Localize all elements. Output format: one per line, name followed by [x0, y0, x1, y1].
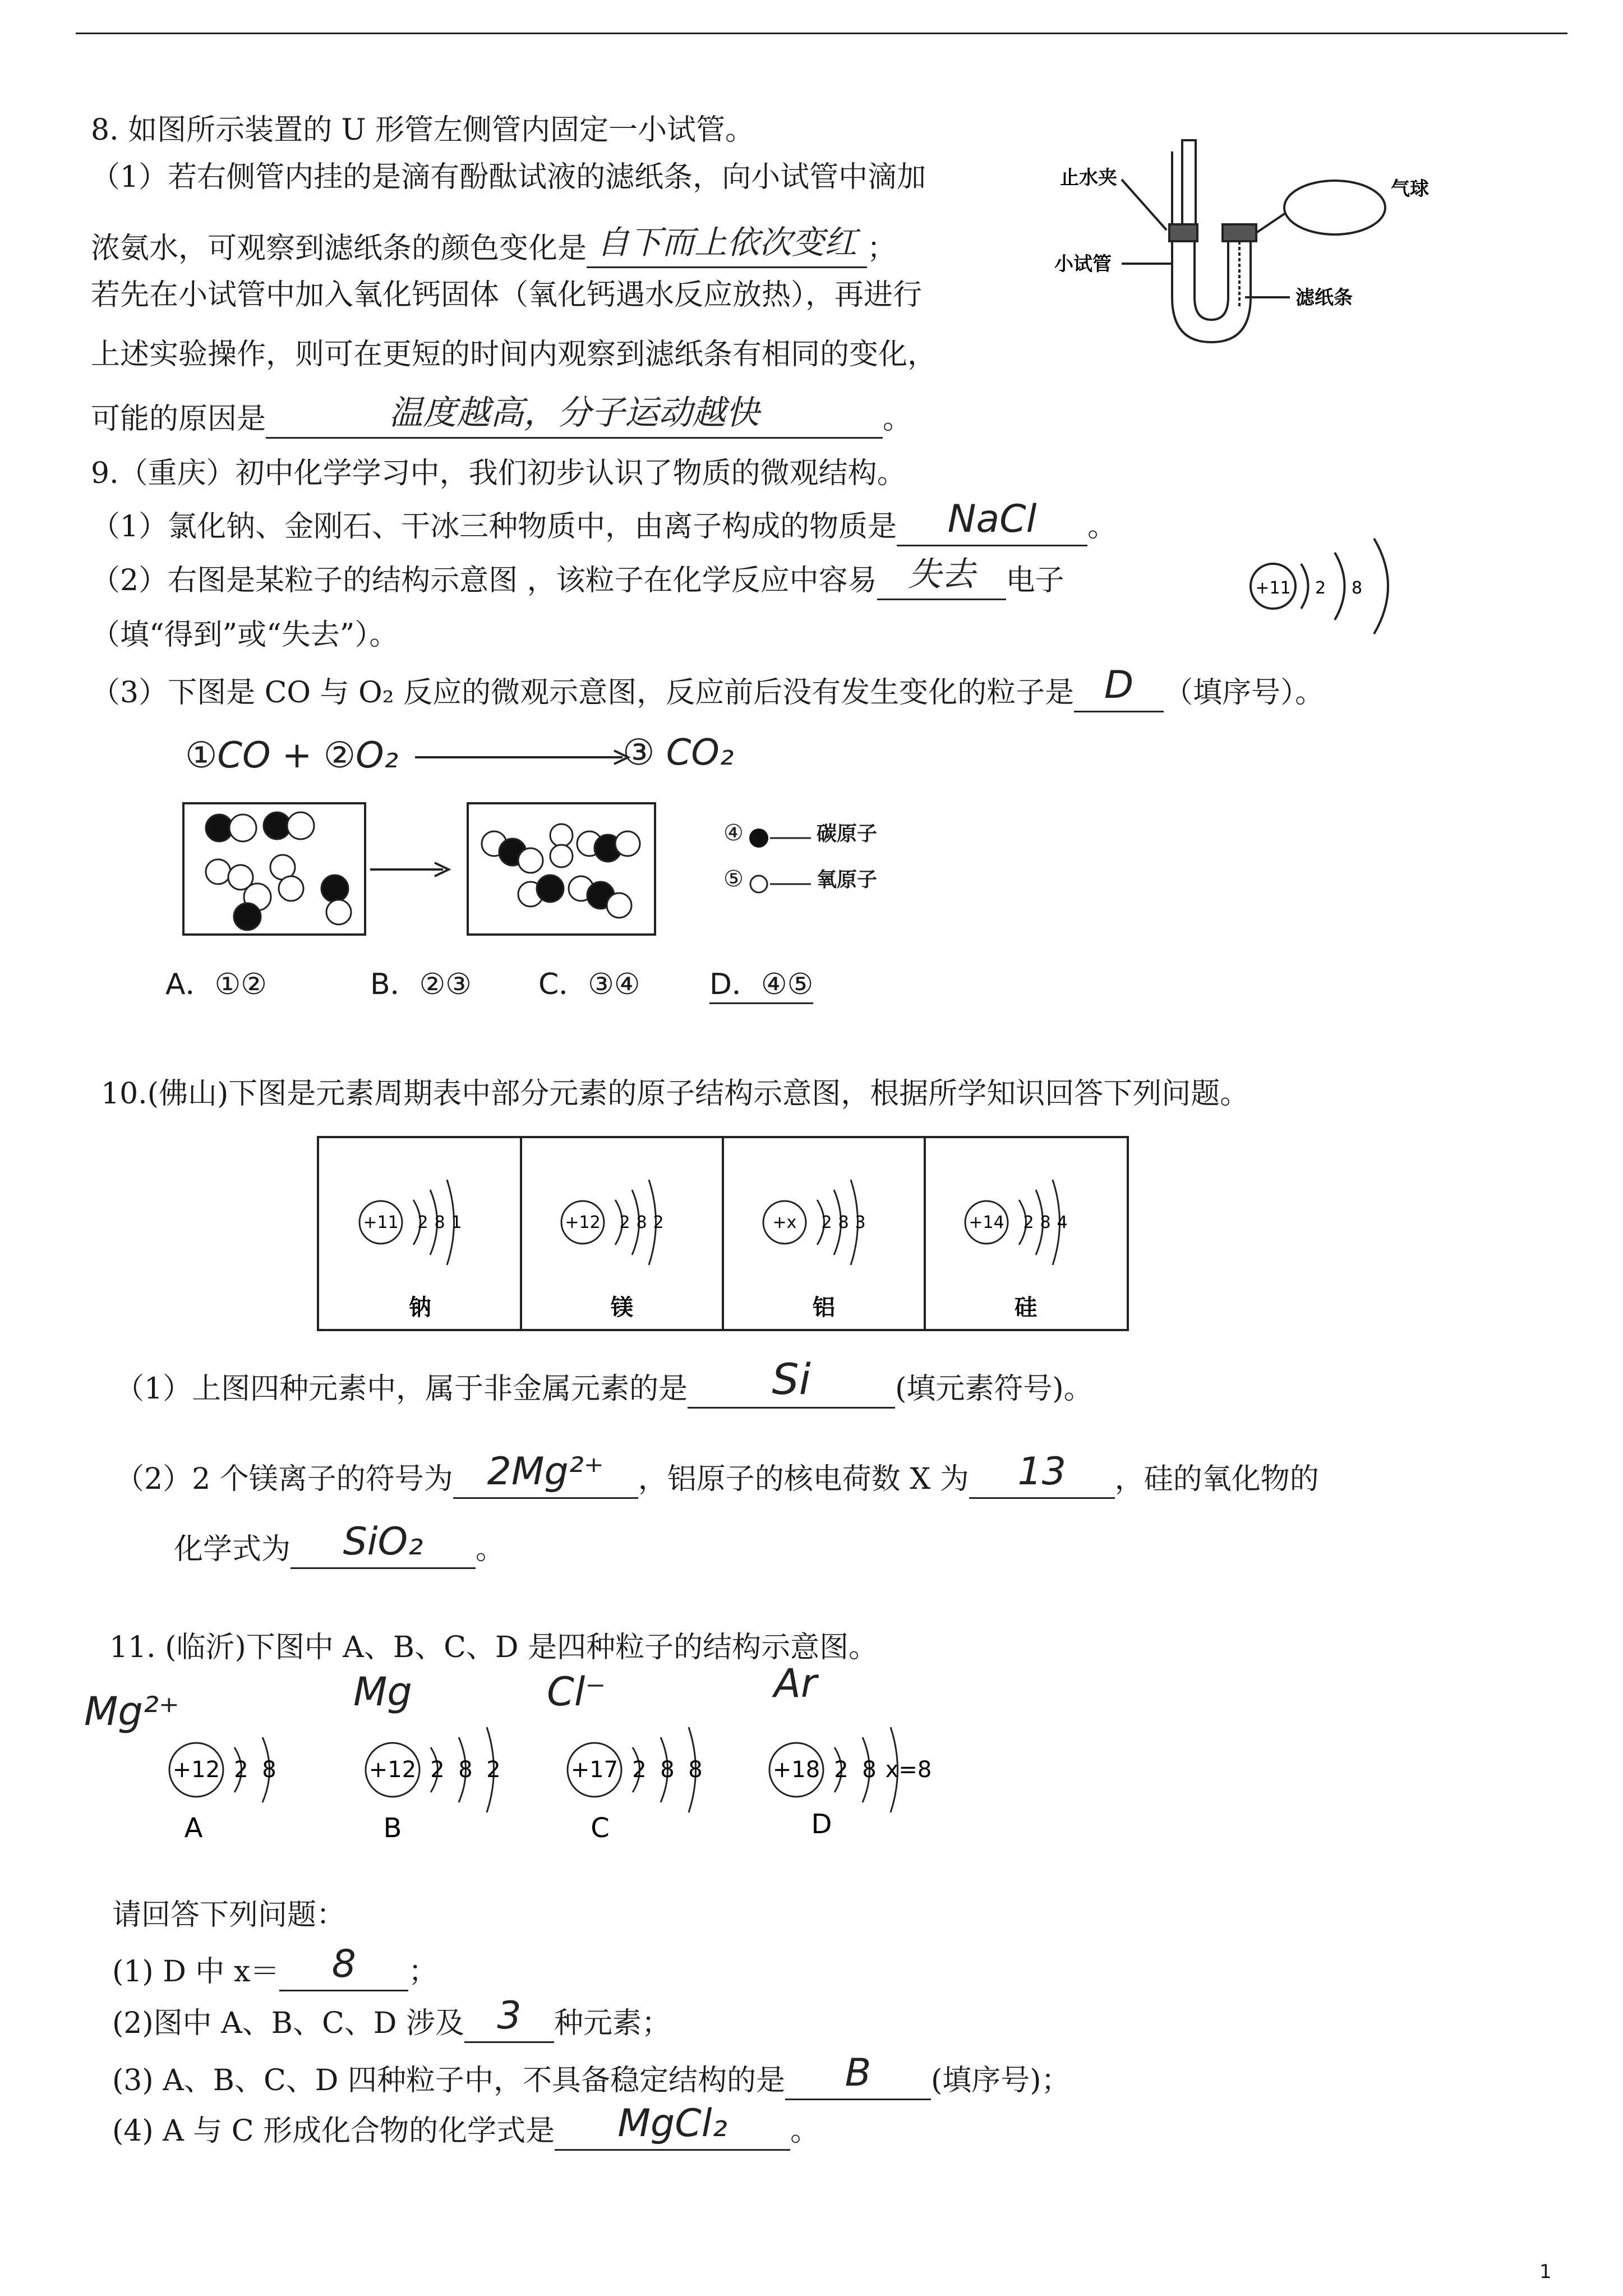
- al-name: 铝: [813, 1295, 835, 1320]
- q8-line5: 上述实验操作，则可在更短的时间内观察到滤纸条有相同的变化，: [91, 338, 937, 371]
- q11-part1: [112, 1942, 438, 1991]
- q11-note-d: Ar: [774, 1660, 817, 1706]
- q11-part3-text: (3) A、B、C、D 四种粒子中，不具备稳定结构的是: [112, 2064, 785, 2097]
- q9-answer3: D: [1104, 663, 1134, 707]
- q10-part1: [115, 1354, 1093, 1409]
- small-test-tube: [1182, 140, 1196, 236]
- q9-part3-end: （填序号）。: [1164, 676, 1325, 710]
- c-shell-3: 8: [688, 1757, 703, 1783]
- si-shell-3: 4: [1057, 1213, 1068, 1232]
- q9-part3: [91, 663, 1325, 712]
- mg-name: 镁: [611, 1295, 633, 1320]
- q10-part2-line2-text: 化学式为: [174, 1533, 291, 1566]
- q11-note-a: Mg²⁺: [84, 1688, 179, 1734]
- q11-answer3-blank: [785, 2051, 931, 2100]
- al-nucleus: +x: [772, 1213, 797, 1232]
- q8-line4: 若先在小试管中加入氧化钙固体（氧化钙遇水反应放热），再进行: [91, 278, 923, 312]
- label-small-tube: 小试管: [1054, 253, 1112, 275]
- q9-option-d: D．④⑤: [709, 960, 813, 1004]
- reactants-box: [182, 802, 366, 936]
- q10-answer2-blank: [453, 1450, 638, 1499]
- legend-carbon-num: ④: [723, 820, 744, 846]
- legend-carbon-label: 碳原子: [817, 822, 878, 845]
- q9-part1: [91, 497, 1117, 546]
- q8-answer2: 温度越高，分子运动越快: [389, 393, 760, 432]
- q9-answer1: NaCl: [947, 497, 1037, 541]
- q11-particle-diagrams: [157, 1705, 998, 1846]
- a-shell-2: 8: [262, 1757, 276, 1783]
- q8-line3-text: 浓氨水，可观察到滤纸条的颜色变化是: [91, 232, 587, 265]
- shell-2: 8: [1352, 578, 1363, 598]
- balloon: [1284, 181, 1385, 234]
- al-shell-2: 8: [838, 1213, 849, 1232]
- q10-answer3-blank: [969, 1450, 1115, 1499]
- product-molecules: [469, 804, 654, 933]
- mg-shell-1: 2: [619, 1213, 630, 1232]
- mg-shell-2: 8: [636, 1213, 647, 1232]
- label-filter-paper: 滤纸条: [1295, 287, 1353, 309]
- q10-part2-mid: ，铝原子的核电荷数 X 为: [638, 1462, 969, 1496]
- b-label: B: [383, 1812, 402, 1844]
- reactant-molecules: [185, 804, 364, 933]
- q9-part2: [91, 555, 1064, 600]
- legend-oxygen-label: 氧原子: [817, 868, 878, 891]
- q8-line6-end: 。: [883, 402, 912, 436]
- b-nucleus: +12: [368, 1757, 417, 1783]
- q9-option-c: C．③④: [538, 968, 640, 1001]
- q8-part1: （1）若右侧管内挂的是滴有酚酞试液的滤纸条，向小试管中滴加: [91, 160, 926, 194]
- label-balloon: 气球: [1391, 178, 1429, 200]
- q10-part1-end: (填元素符号)。: [895, 1372, 1093, 1406]
- legend-oxygen: [723, 864, 877, 895]
- q9-atom-diagram: [1245, 533, 1430, 639]
- c-shell-1: 2: [632, 1757, 647, 1783]
- q10-part1-text: （1）上图四种元素中，属于非金属元素的是: [115, 1372, 688, 1406]
- reaction-arrow-icon: [370, 858, 454, 881]
- na-shell-2: 8: [434, 1213, 445, 1232]
- q8-line6-text: 可能的原因是: [91, 402, 266, 436]
- shell-1: 2: [1315, 578, 1326, 598]
- q8-answer1-blank: [587, 223, 867, 268]
- c-shell-2: 8: [660, 1757, 675, 1783]
- q10-part2: [115, 1450, 1319, 1499]
- q9-part3-text: （3）下图是 CO 与 O₂ 反应的微观示意图，反应前后没有发生变化的粒子是: [91, 676, 1075, 710]
- q8-stem: 8. 如图所示装置的 U 形管左侧管内固定一小试管。: [91, 113, 755, 147]
- q11-answer4: MgCl₂: [617, 2101, 727, 2146]
- c-label: C: [591, 1812, 610, 1844]
- q10-stem: 10.(佛山)下图是元素周期表中部分元素的原子结构示意图，根据所学知识回答下列问题。: [101, 1077, 1249, 1111]
- q9-annot-right: ③ CO₂: [623, 732, 734, 774]
- q11-answer2: 3: [497, 1994, 522, 2038]
- b-shell-1: 2: [430, 1757, 445, 1783]
- q11-answer3: B: [845, 2051, 872, 2095]
- stopper: [1169, 224, 1197, 241]
- annot-arrow-icon: [415, 746, 639, 769]
- q9-part1-text: （1）氯化钠、金刚石、干冰三种物质中，由离子构成的物质是: [91, 510, 897, 544]
- q8-line3: [91, 223, 897, 268]
- c-nucleus: +17: [570, 1757, 619, 1783]
- nucleus-charge: +11: [1255, 578, 1291, 598]
- q8-answer1: 自下而上依次变红: [597, 223, 857, 261]
- d-nucleus: +18: [772, 1757, 820, 1783]
- q9-stem: 9.（重庆）初中化学学习中，我们初步认识了物质的微观结构。: [91, 457, 906, 490]
- d-shell-3: x=8: [885, 1757, 932, 1783]
- q9-part2-hint: （填“得到”或“失去”）。: [91, 618, 399, 652]
- top-rule: [76, 33, 1567, 34]
- q8-line3-end: ；: [867, 232, 897, 265]
- q10-answer2: 2Mg²⁺: [487, 1450, 604, 1494]
- q11-part4-text: (4) A 与 C 形成化合物的化学式是: [112, 2114, 555, 2148]
- na-name: 钠: [409, 1295, 431, 1320]
- clamp-pointer: [1122, 180, 1166, 230]
- q9-option-a: A．①②: [165, 968, 267, 1001]
- q11-answer4-blank: [555, 2101, 790, 2151]
- q11-answer1: 8: [331, 1942, 356, 1986]
- a-nucleus: +12: [172, 1757, 220, 1783]
- b-shell-2: 8: [458, 1757, 473, 1783]
- q10-part2-end: ，硅的氧化物的: [1114, 1462, 1319, 1496]
- q10-answer1-blank: [688, 1354, 895, 1409]
- si-shell-2: 8: [1040, 1213, 1051, 1232]
- si-nucleus: +14: [969, 1213, 1004, 1232]
- q11-part1-end: ；: [408, 1955, 438, 1989]
- balloon-neck: [1256, 213, 1285, 233]
- na-nucleus: +11: [363, 1213, 399, 1232]
- b-shell-3: 2: [486, 1757, 501, 1783]
- q11-answer2-blank: [464, 1994, 554, 2043]
- mg-nucleus: +12: [565, 1213, 601, 1232]
- q9-answer1-blank: [897, 497, 1087, 546]
- q9-part2-text: （2）右图是某粒子的结构示意图 ，该粒子在化学反应中容易: [91, 564, 877, 597]
- q9-answer2-blank: [877, 555, 1006, 600]
- q10-answer1: Si: [772, 1354, 811, 1404]
- q11-prompt: 请回答下列问题：: [112, 1898, 346, 1932]
- q10-atom-diagrams: [319, 1138, 1127, 1329]
- q9-annot-left: ①CO + ②O₂: [185, 735, 399, 776]
- d-label: D: [811, 1809, 832, 1840]
- q10-part2-line2-end: 。: [476, 1533, 505, 1566]
- si-shell-1: 2: [1023, 1213, 1034, 1232]
- products-box: [467, 802, 656, 936]
- q9-answer3-blank: [1074, 663, 1164, 712]
- u-tube-apparatus-figure: [1054, 129, 1492, 365]
- q9-part2-end: 电子: [1006, 564, 1064, 597]
- q11-part2-end: 种元素；: [554, 2007, 671, 2040]
- mg-shell-3: 2: [653, 1213, 664, 1232]
- q11-part1-text: (1) D 中 x＝: [112, 1955, 280, 1989]
- na-shell-3: 1: [451, 1213, 462, 1232]
- q9-part1-end: 。: [1087, 510, 1117, 544]
- a-shell-1: 2: [234, 1757, 248, 1783]
- page-number: 1: [1539, 2261, 1552, 2283]
- stopper-right: [1223, 224, 1256, 241]
- q9-option-b: B．②③: [370, 968, 472, 1001]
- q11-part4: [112, 2101, 820, 2151]
- q11-part2: [112, 1994, 671, 2043]
- q10-answer3: 13: [1017, 1450, 1067, 1494]
- si-name: 硅: [1015, 1295, 1037, 1320]
- q8-line6: [91, 393, 912, 439]
- q11-part2-text: (2)图中 A、B、C、D 涉及: [112, 2007, 464, 2040]
- carbon-atom-icon: [746, 827, 814, 849]
- q11-stem: 11. (临沂)下图中 A、B、C、D 是四种粒子的结构示意图。: [109, 1631, 878, 1664]
- d-shell-2: 8: [862, 1757, 877, 1783]
- a-label: A: [184, 1812, 203, 1844]
- q11-part4-end: 。: [790, 2114, 820, 2148]
- q10-element-table: [317, 1136, 1129, 1331]
- q10-answer4-blank: [291, 1520, 476, 1569]
- legend-carbon: [723, 818, 877, 849]
- q10-answer4: SiO₂: [343, 1520, 423, 1564]
- q11-note-c: Cl⁻: [547, 1669, 606, 1715]
- oxygen-atom-icon: [746, 873, 814, 895]
- al-shell-1: 2: [821, 1213, 832, 1232]
- na-shell-1: 2: [417, 1213, 428, 1232]
- q11-part3-end: (填序号)；: [930, 2064, 1071, 2097]
- q9-answer2: 失去: [907, 555, 975, 594]
- q10-part2-text: （2）2 个镁离子的符号为: [115, 1462, 453, 1496]
- q11-note-b: Mg: [353, 1669, 412, 1715]
- al-shell-3: 3: [855, 1213, 866, 1232]
- label-clamp: 止水夹: [1060, 167, 1117, 189]
- d-shell-1: 2: [834, 1757, 849, 1783]
- q11-part3: [112, 2051, 1071, 2100]
- u-tube-inner: [1195, 230, 1228, 320]
- legend-oxygen-num: ⑤: [723, 866, 744, 892]
- q8-answer2-blank: [266, 393, 883, 439]
- q11-answer1-blank: [279, 1942, 408, 1991]
- q10-part2-line2: [174, 1520, 505, 1569]
